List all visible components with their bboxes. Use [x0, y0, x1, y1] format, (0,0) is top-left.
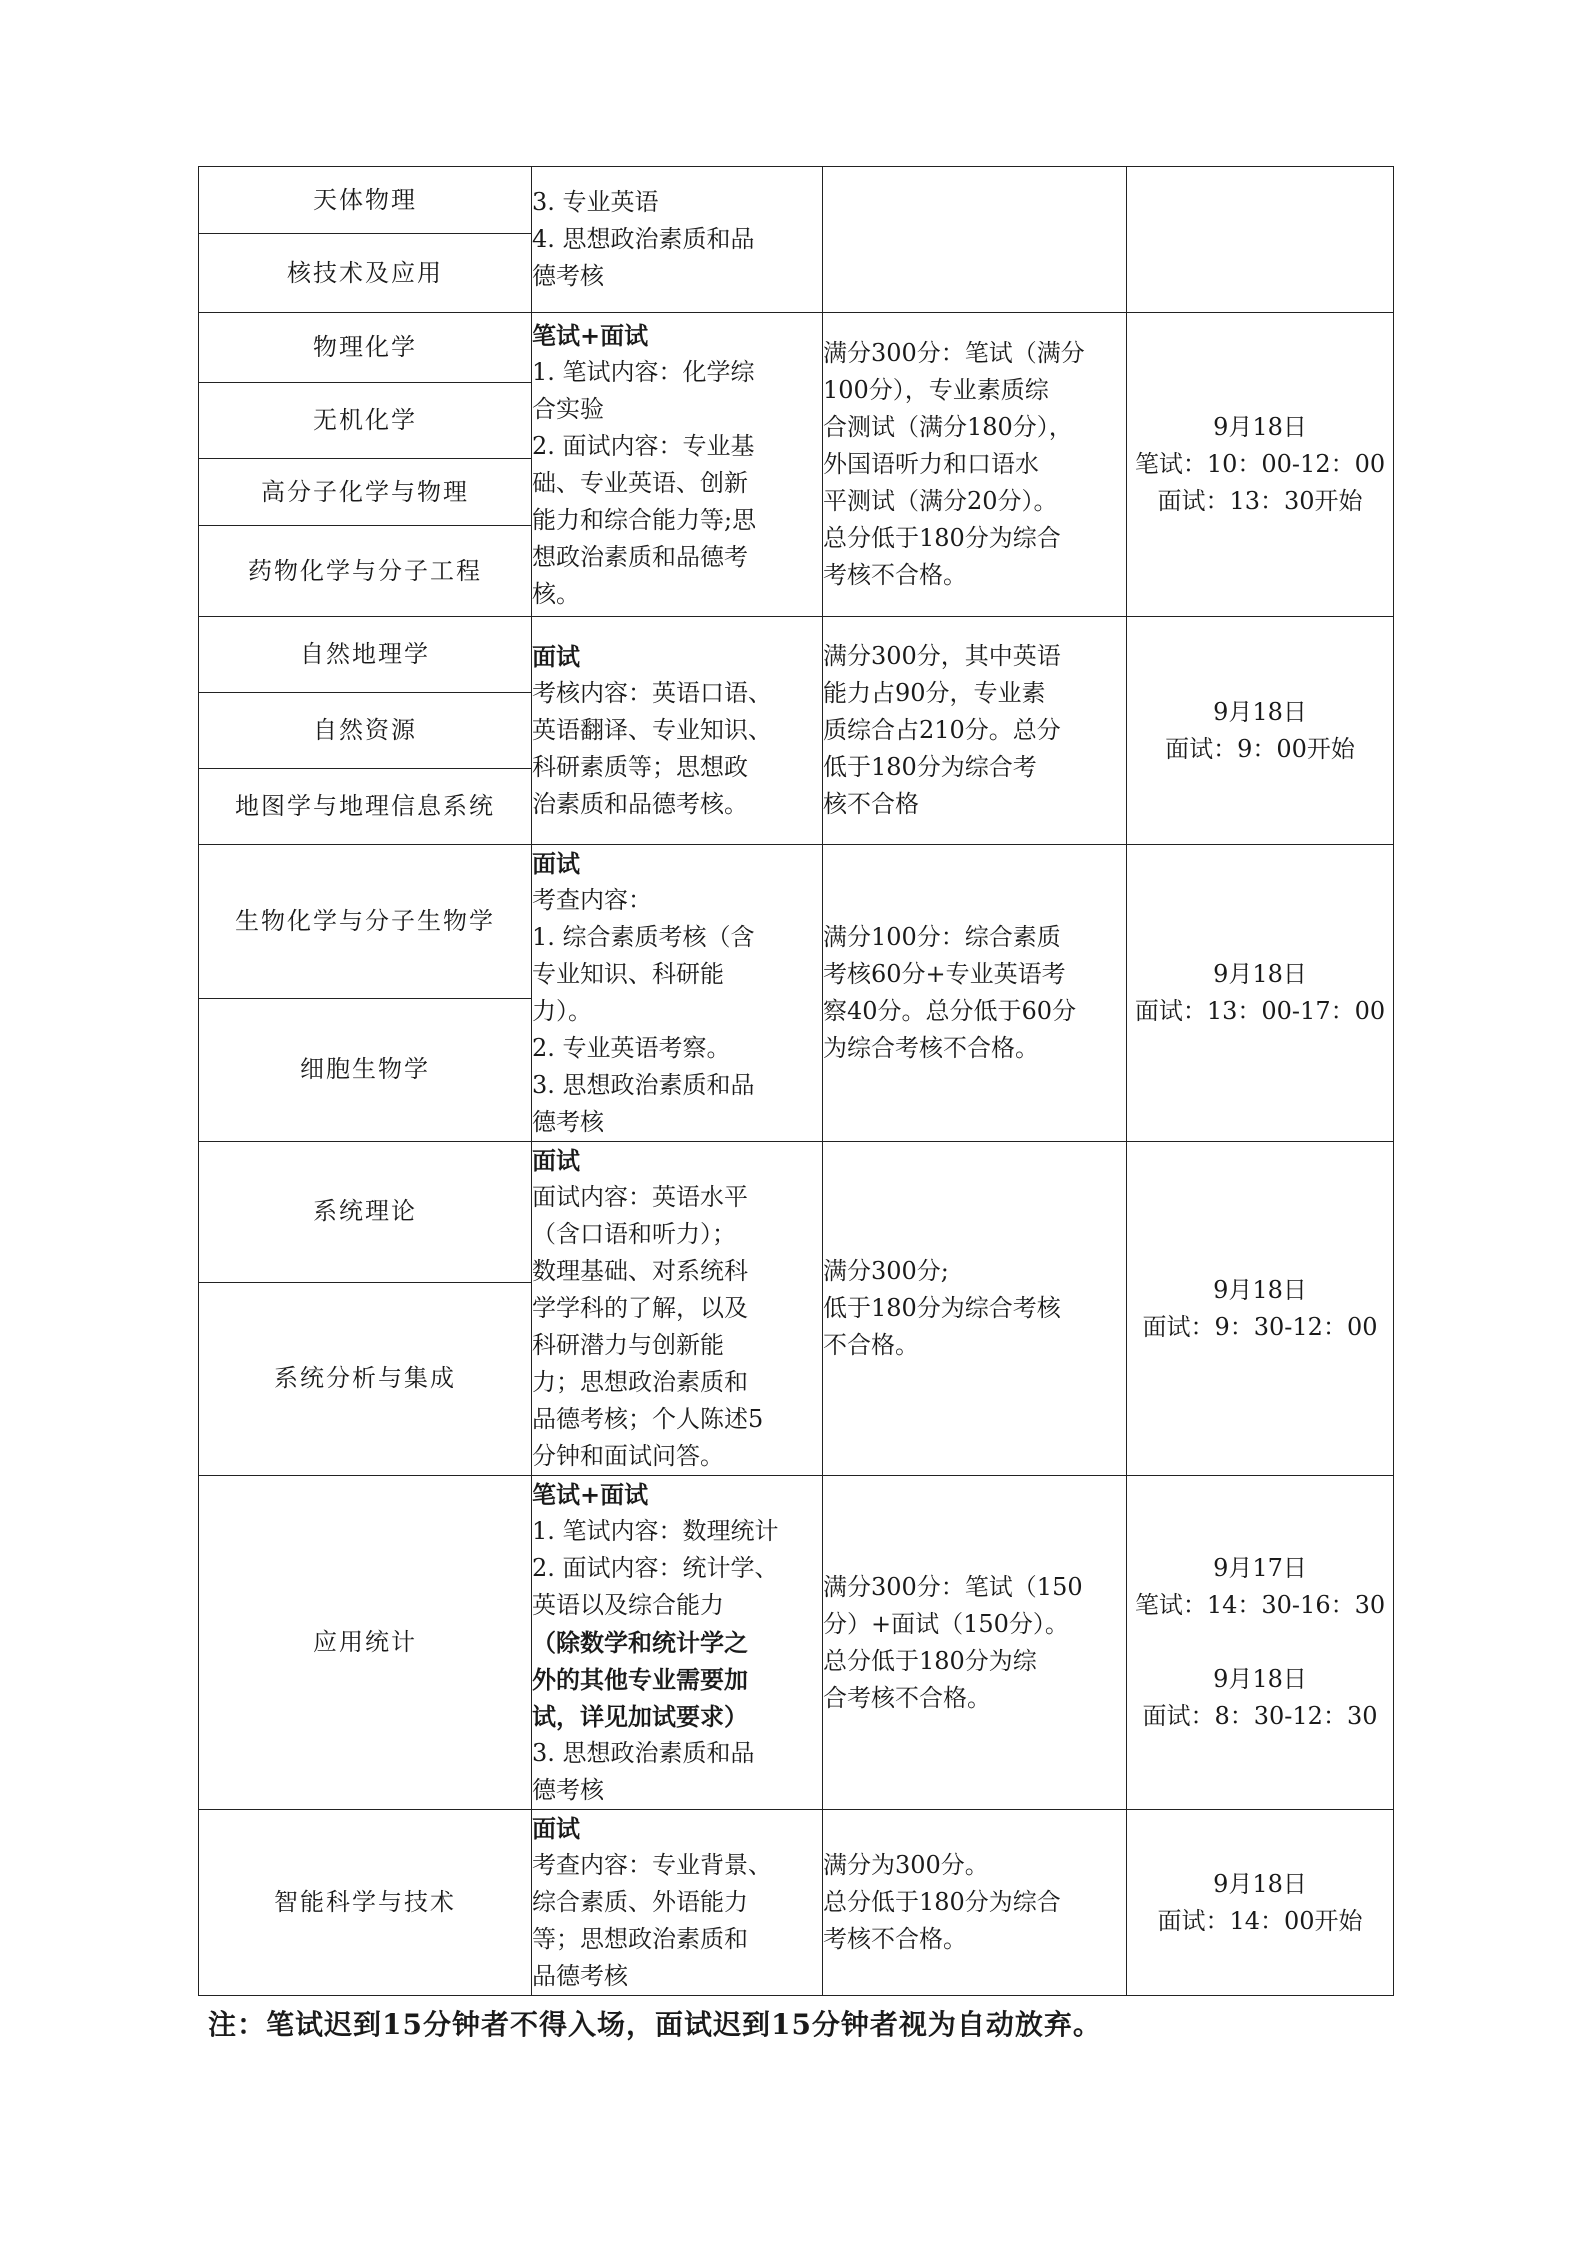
score-line: 质综合占210分。总分	[823, 716, 1061, 744]
score-line: 总分低于180分为综	[823, 1646, 1037, 1675]
time-line: 笔试：10：00-12：00	[1134, 450, 1386, 478]
content-heading: 笔试+面试	[532, 320, 649, 350]
table-row	[199, 617, 1394, 693]
assessment-content	[532, 845, 823, 1142]
footnote: 注：笔试迟到15分钟者不得入场，面试迟到15分钟者视为自动放弃。	[208, 2008, 1102, 2041]
time-spacer	[1127, 1624, 1393, 1661]
time-line: 9月18日	[1213, 960, 1307, 988]
content-line: 2. 专业英语考察。	[532, 1034, 731, 1062]
content-line: 英语翻译、专业知识、	[532, 716, 772, 744]
time-line: 面试：14：00开始	[1157, 1906, 1363, 1935]
score-line: 察40分。总分低于60分	[823, 997, 1077, 1025]
score-line: 平测试（满分20分）。	[823, 487, 1058, 515]
time-line: 9月18日	[1213, 413, 1307, 441]
major-name: 物理化学	[199, 313, 532, 383]
content-line: 2. 面试内容：专业基	[532, 431, 755, 460]
content-line: 英语以及综合能力	[532, 1591, 724, 1619]
content-line: 学学科的了解，以及	[532, 1294, 748, 1322]
content-line: （含口语和听力）；	[532, 1220, 736, 1248]
score-rule	[823, 313, 1127, 617]
content-line: 考查内容：专业背景、	[532, 1851, 772, 1879]
major-name: 生物化学与分子生物学	[199, 845, 532, 999]
table-row	[199, 313, 1394, 383]
score-line: 100分），专业素质综	[823, 376, 1049, 404]
score-rule	[823, 167, 1127, 313]
major-name: 天体物理	[199, 167, 532, 234]
time-line: 面试：9：00开始	[1165, 734, 1355, 763]
table-row	[199, 167, 1394, 234]
score-line: 满分300分：笔试（150	[823, 1572, 1083, 1601]
content-line: 考查内容：	[532, 886, 652, 914]
content-line: 考核内容：英语口语、	[532, 679, 772, 707]
major-name: 自然资源	[199, 693, 532, 769]
major-name: 智能科学与技术	[199, 1810, 532, 1996]
major-name: 药物化学与分子工程	[199, 526, 532, 617]
content-line: 2. 面试内容：统计学、	[532, 1554, 779, 1582]
content-heading: 面试	[532, 849, 580, 878]
score-line: 合测试（满分180分），	[823, 413, 1073, 441]
content-line: 3. 专业英语	[532, 188, 659, 216]
content-line: 能力和综合能力等;思	[532, 505, 757, 534]
content-line: 面试内容：英语水平	[532, 1183, 748, 1211]
assessment-content	[532, 1142, 823, 1476]
content-heading: 笔试+面试	[532, 1480, 649, 1509]
score-line: 考核不合格。	[823, 1925, 967, 1953]
content-line: 1. 笔试内容：化学综	[532, 357, 755, 386]
content-heading: 面试	[532, 1146, 580, 1175]
time-line: 9月18日	[1213, 697, 1307, 726]
content-line: 数理基础、对系统科	[532, 1257, 748, 1285]
exam-time	[1127, 167, 1394, 313]
assessment-content	[532, 1810, 823, 1996]
table-row	[199, 1810, 1394, 1996]
score-line: 总分低于180分为综合	[823, 1888, 1061, 1916]
score-line: 低于180分为综合考	[823, 753, 1037, 781]
score-line: 不合格。	[823, 1331, 919, 1359]
major-name: 地图学与地理信息系统	[199, 769, 532, 845]
score-rule	[823, 845, 1127, 1142]
major-name: 细胞生物学	[199, 998, 532, 1141]
content-line: 品德考核	[532, 1962, 628, 1990]
time-line: 面试：13：30开始	[1157, 487, 1363, 515]
content-line: 等；思想政治素质和	[532, 1925, 748, 1953]
score-rule	[823, 1476, 1127, 1810]
score-rule	[823, 1810, 1127, 1996]
major-name: 自然地理学	[199, 617, 532, 693]
content-heading: 面试	[532, 1814, 580, 1843]
score-rule	[823, 617, 1127, 845]
major-name: 系统分析与集成	[199, 1282, 532, 1475]
content-line: 核。	[532, 579, 580, 608]
content-line: 1. 笔试内容：数理统计	[532, 1517, 779, 1545]
major-name: 无机化学	[199, 383, 532, 459]
content-line: 科研潜力与创新能	[532, 1331, 724, 1359]
content-line: 科研素质等；思想政	[532, 753, 748, 781]
exam-time	[1127, 1810, 1394, 1996]
content-line: 德考核	[532, 1108, 604, 1136]
major-name: 应用统计	[199, 1476, 532, 1810]
time-line: 面试：9：30-12：00	[1142, 1312, 1378, 1341]
score-line: 能力占90分，专业素	[823, 679, 1046, 707]
major-name: 系统理论	[199, 1142, 532, 1283]
time-line: 9月18日	[1213, 1275, 1307, 1304]
content-line: 德考核	[532, 262, 604, 290]
assessment-content	[532, 617, 823, 845]
score-line: 分）+面试（150分）。	[823, 1609, 1069, 1638]
content-line: 德考核	[532, 1776, 604, 1804]
content-line: 1. 综合素质考核（含	[532, 923, 755, 951]
score-line: 满分100分：综合素质	[823, 923, 1061, 951]
content-heading: 面试	[532, 642, 580, 671]
score-line: 核不合格	[823, 790, 919, 818]
time-line: 笔试：14：30-16：30	[1134, 1591, 1386, 1619]
score-line: 合考核不合格。	[823, 1683, 991, 1712]
content-line: 3. 思想政治素质和品	[532, 1739, 755, 1767]
exam-time	[1127, 1476, 1394, 1810]
time-line: 面试：13：00-17：00	[1134, 997, 1386, 1025]
exam-time	[1127, 313, 1394, 617]
score-line: 总分低于180分为综合	[823, 524, 1061, 552]
assessment-content	[532, 313, 823, 617]
content-line: 础、专业英语、创新	[532, 468, 748, 497]
major-name: 核技术及应用	[199, 234, 532, 313]
score-rule	[823, 1142, 1127, 1476]
table-row	[199, 845, 1394, 999]
score-line: 满分300分：笔试（满分	[823, 339, 1085, 367]
assessment-content	[532, 1476, 823, 1810]
content-heading: 试，详见加试要求）	[532, 1702, 748, 1731]
time-line: 9月18日	[1213, 1869, 1307, 1898]
major-name: 高分子化学与物理	[199, 459, 532, 526]
content-line: 3. 思想政治素质和品	[532, 1071, 755, 1099]
time-line: 9月18日	[1213, 1665, 1307, 1693]
admission-table	[198, 166, 1394, 1996]
table-row	[199, 1476, 1394, 1810]
score-line: 外国语听力和口语水	[823, 450, 1039, 478]
exam-time	[1127, 1142, 1394, 1476]
score-line: 满分为300分。	[823, 1851, 989, 1879]
content-line: 综合素质、外语能力	[532, 1888, 748, 1916]
content-line: 力；思想政治素质和	[532, 1368, 748, 1396]
content-line: 合实验	[532, 394, 604, 423]
score-line: 低于180分为综合考核	[823, 1294, 1061, 1322]
content-line: 专业知识、科研能	[532, 960, 724, 988]
table-row	[199, 1142, 1394, 1283]
content-line: 想政治素质和品德考	[532, 542, 748, 571]
exam-time	[1127, 617, 1394, 845]
score-line: 考核不合格。	[823, 561, 967, 589]
content-line: 力）。	[532, 997, 592, 1025]
time-line: 9月17日	[1213, 1554, 1307, 1582]
assessment-content	[532, 167, 823, 313]
score-line: 考核60分+专业英语考	[823, 960, 1066, 988]
content-line: 分钟和面试问答。	[532, 1442, 724, 1470]
content-line: 品德考核；个人陈述5	[532, 1405, 764, 1433]
content-heading: （除数学和统计学之	[532, 1628, 748, 1657]
score-line: 为综合考核不合格。	[823, 1034, 1039, 1062]
exam-time	[1127, 845, 1394, 1142]
time-line: 面试：8：30-12：30	[1142, 1702, 1378, 1730]
score-line: 满分300分，其中英语	[823, 642, 1061, 670]
content-heading: 外的其他专业需要加	[532, 1665, 748, 1694]
content-line: 4. 思想政治素质和品	[532, 225, 755, 253]
score-line: 满分300分;	[823, 1257, 949, 1285]
content-line: 治素质和品德考核。	[532, 790, 748, 818]
